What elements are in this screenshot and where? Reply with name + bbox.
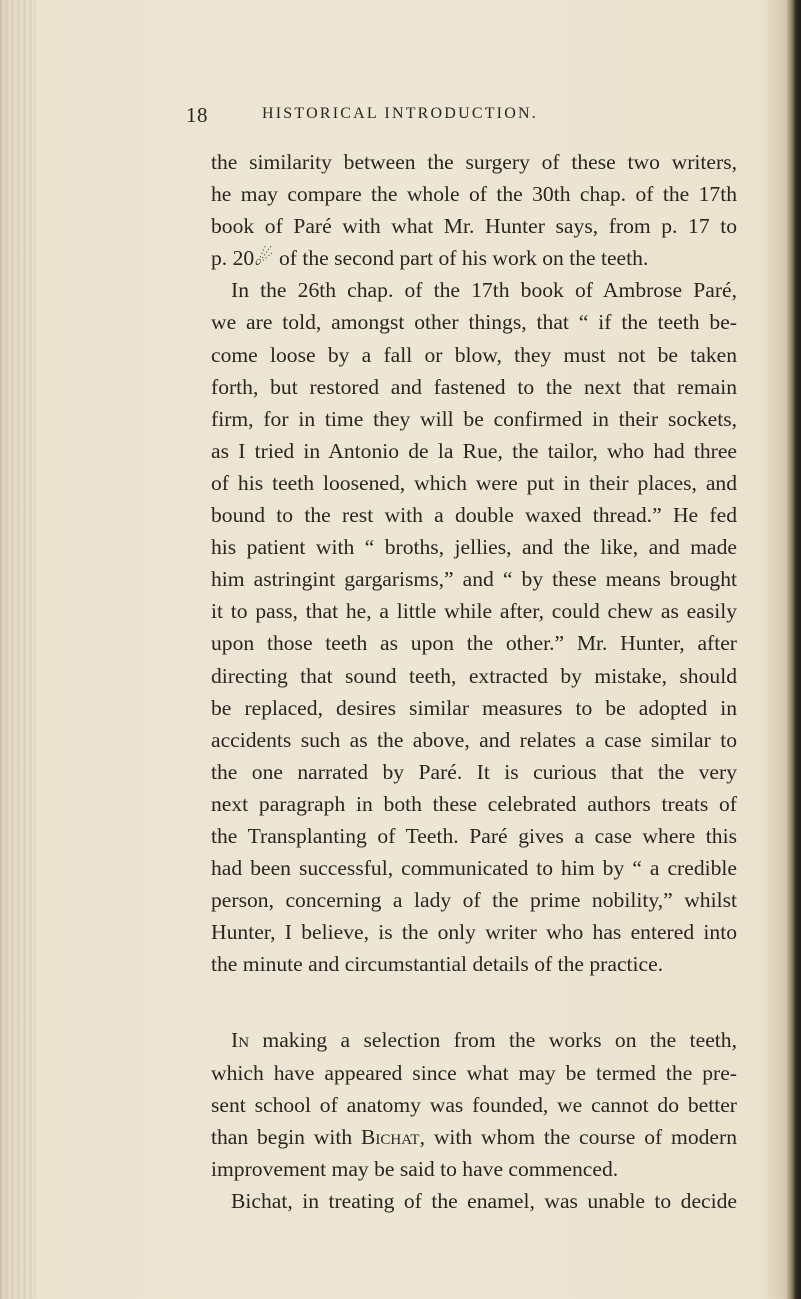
text-line: directing that sound teeth, extracted by mistake, should <box>211 663 737 688</box>
page-gutter-edge <box>0 0 36 1299</box>
page-header <box>0 103 801 133</box>
text-line: In the 26th chap. of the 17th book of Ambrose Paré, <box>231 278 737 303</box>
text-line: the minute and circumstantial details of the practice. <box>211 952 664 977</box>
text-line: which have appeared since what may be termed the pre- <box>211 1060 737 1085</box>
text-line: upon those teeth as upon the other.” Mr. Hunter, after <box>211 631 737 656</box>
text-line: next paragraph in both these celebrated authors treats of <box>211 791 737 816</box>
text-line: improvement may be said to have commenced. <box>211 1156 619 1181</box>
text-line: forth, but restored and fastened to the next that remain <box>211 374 737 399</box>
text-line: it to pass, that he, a little while after, could chew as easily <box>211 599 737 624</box>
author-name-small-caps: Bichat <box>361 1124 420 1149</box>
text-line: the similarity between the surgery of these two writers, <box>211 150 737 174</box>
text-line: come loose by a fall or blow, they must not be taken <box>211 342 737 367</box>
text-line: p. 20☄ of the second part of his work on the teeth. <box>211 246 649 271</box>
text-line: person, concerning a lady of the prime nobility,” whilst <box>211 888 737 913</box>
text-line: his patient with “ broths, jellies, and the like, and made <box>211 535 737 560</box>
text-run: , with whom the course of modern <box>419 1124 737 1149</box>
text-line: the Transplanting of Teeth. Paré gives a case where this <box>211 823 737 848</box>
text-line: Bichat, in treating of the enamel, was unable to decide <box>231 1188 737 1213</box>
text-line: him astringint gargarisms,” and “ by these means brought <box>211 567 737 592</box>
text-line: bound to the rest with a double waxed thread.” He fed <box>211 503 737 528</box>
text-line: we are told, amongst other things, that “ if the teeth be- <box>211 310 737 335</box>
text-line <box>211 1024 737 1056</box>
text-line: sent school of anatomy was founded, we cannot do better <box>211 1092 737 1117</box>
text-line: of his teeth loosened, which were put in their places, and <box>211 470 737 495</box>
text-line: book of Paré with what Mr. Hunter says, from p. 17 to <box>211 214 737 239</box>
text-line: accidents such as the above, and relates a case similar to <box>211 727 737 752</box>
small-caps-opening: In <box>231 1028 250 1053</box>
text-line: Hunter, I believe, is the only writer who has entered into <box>211 920 737 945</box>
running-head: HISTORICAL INTRODUCTION. <box>262 105 538 122</box>
text-line <box>211 1121 737 1153</box>
page-number: 18 <box>186 103 208 127</box>
text-line: had been successful, communicated to him by “ a credible <box>211 856 737 881</box>
text-line: the one narrated by Paré. It is curious that the very <box>211 759 737 784</box>
text-line: be replaced, desires similar measures to be adopted in <box>211 695 737 720</box>
paragraph-gap <box>211 980 737 1024</box>
text-line: firm, for in time they will be confirmed in their sockets, <box>211 406 737 431</box>
page-fore-edge <box>787 0 801 1299</box>
text-line: as I tried in Antonio de la Rue, the tailor, who had three <box>211 438 737 463</box>
text-run: than begin with <box>211 1124 362 1149</box>
text-line: he may compare the whole of the 30th chap. of the 17th <box>211 182 737 207</box>
text-run: making a selection from the works on the teeth, <box>249 1028 737 1053</box>
body-text <box>211 146 737 1217</box>
